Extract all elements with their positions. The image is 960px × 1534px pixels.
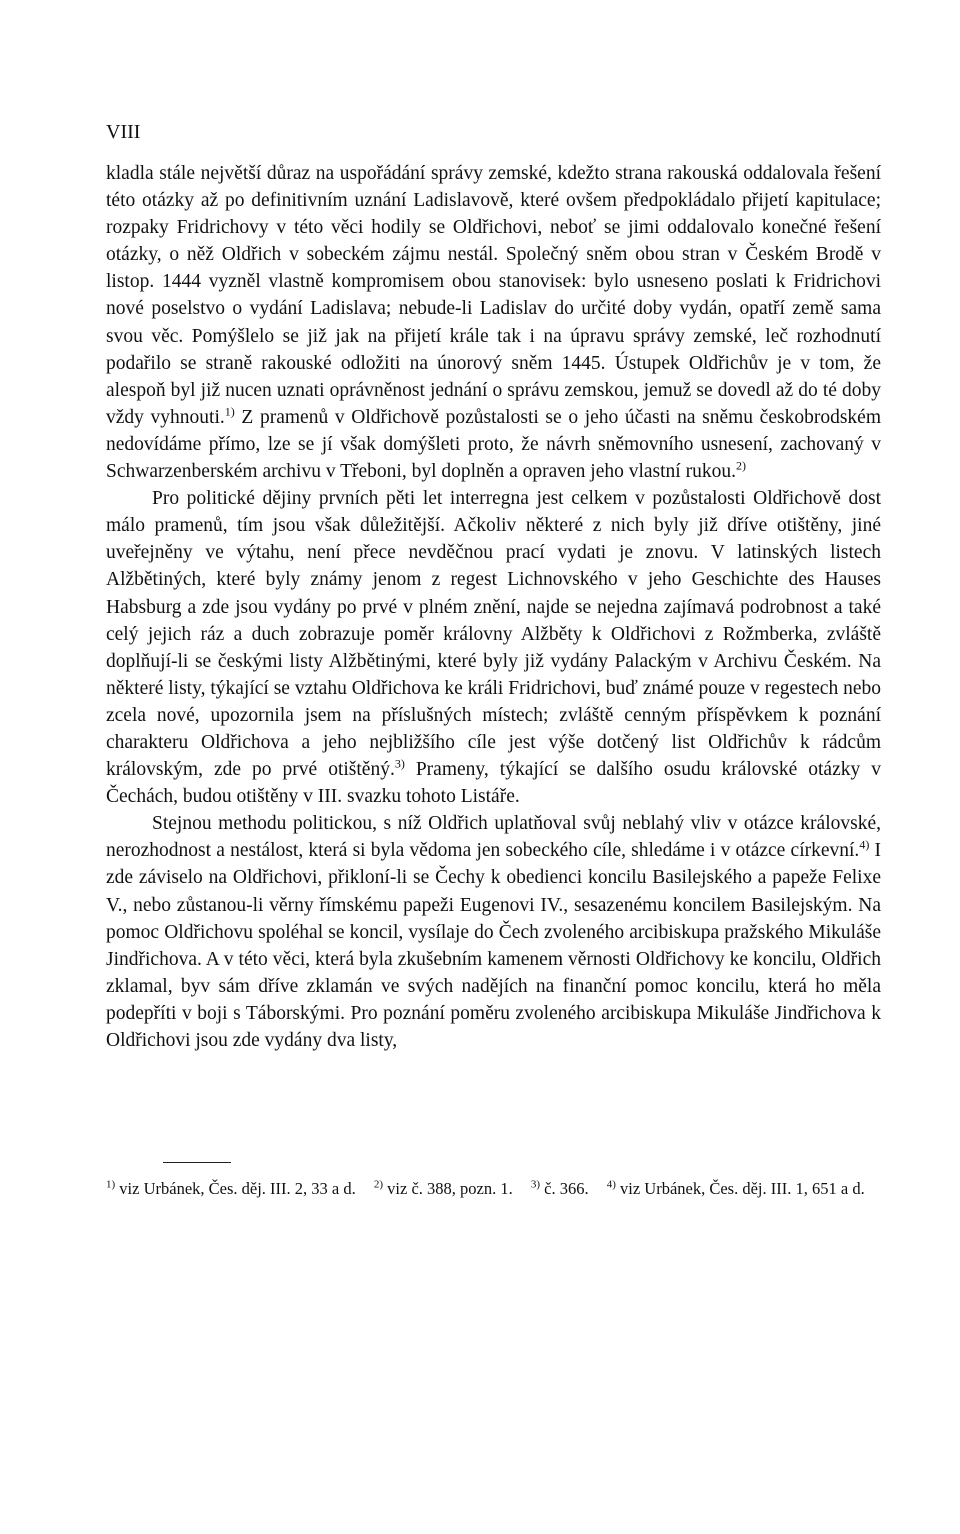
footnote-reference: 4) — [859, 837, 870, 852]
footnote-mark: 1) — [106, 1178, 116, 1191]
footnote-mark: 3) — [530, 1178, 541, 1191]
footnote-reference: 2) — [735, 458, 746, 473]
footnote-divider — [163, 1162, 231, 1163]
footnote-mark: 4) — [606, 1178, 616, 1191]
footnote-reference: 3) — [394, 756, 405, 771]
footnote-reference: 1) — [224, 404, 235, 419]
paragraph-text: Prameny, týkající se dalšího osudu královské otázky v Čechách, budou otištěny v III. svazku tohoto Listáře. — [106, 759, 882, 808]
paragraph-text: Stejnou methodu politickou, s níž Oldřich uplatňoval svůj neblahý vliv v otázce královské, nerozhodnost a nestálost, která si byla vědoma jen sobeckého cíle, shledáme i v otázce církevní. — [106, 813, 881, 862]
footnote-text: viz Urbánek, Čes. děj. III. 1, 651 a d. — [620, 1179, 865, 1198]
paragraph-text: Pro politické dějiny prvních pěti let interregna jest celkem v pozůstalosti Oldřichově dost málo pramenů, tím jsou však důležitější. Ačkoliv některé z nich byly již dříve otištěny, jiné uveřejněny ve výtahu, není přece nevděčnou prací vydati je znovu. V latinských listech Alžbětiných, které byly známy jenom z regest Lichnovského v jeho Geschichte des Hauses Habsburg a zde jsou vydány po prvé v plném znění, najde se nejedna zajímavá podrobnost a také celý jejich ráz a duch zobrazuje poměr královny Alžběty k Oldřichovi z Rožmberka, zvláště doplňují-li se českými listy Alžbětinými, které byly již vydány Palackým v Archivu Českém. Na některé listy, týkající se vztahu Oldřichova ke králi Fridrichovi, buď známé pouze v regestech nebo zcela nové, upozornila jsem na příslušných místech; zvláště cenným příspěvkem k poznání charakteru Oldřichova a jeho nejbližšího cíle jest výše dotčený list Oldřichův k rádcům královským, zde po prvé otištěný. — [106, 488, 881, 781]
footnote-text: viz č. 388, pozn. 1. — [387, 1179, 513, 1198]
footnote — [607, 1179, 865, 1198]
paragraph — [106, 485, 881, 810]
paragraph — [106, 810, 881, 1054]
paragraph — [106, 160, 881, 485]
footnote-text: č. 366. — [544, 1179, 589, 1198]
paragraph-text: Z pramenů v Oldřichově pozůstalosti se o jeho účasti na sněmu českobrodském nedovídáme přímo, lze se jí však domýšleti proto, že návrh sněmovního usnesení, zachovaný v Schwarzenberském archivu v Třeboni, byl doplněn a opraven jeho vlastní rukou. — [106, 406, 881, 483]
paragraph-text: kladla stále největší důraz na uspořádání správy zemské, kdežto strana rakouská oddalovala řešení této otázky až po definitivním uznání Ladislavově, které ovšem předpokládalo přijetí kapitulace; rozpaky Fridrichovy v této věci hodily se Oldřichovi, neboť se jimi oddalovalo konečné řešení otázky, o něž Oldřich v sobeckém zájmu nestál. Společný sněm obou stran v Českém Brodě v listop. 1444 vyzněl vlastně kompromisem obou stanovisek: bylo usneseno poslati k Fridrichovi nové poselstvo o vydání Ladislava; nebude-li Ladislav do určité doby vydán, opatří země sama svou věc. Pomýšlelo se již jak na přijetí krále tak i na úpravu správy zemské, leč rozhodnutí podařilo se straně rakouské odložiti na únorový sněm 1445. Ústupek Oldřichův je v tom, že alespoň byl již nucen uznati oprávněnost jednání o správu zemskou, jemuž se dovedl až do té doby vždy vyhnouti. — [106, 163, 881, 428]
paragraph-text: I zde záviselo na Oldřichovi, přikloní-li se Čechy k obedienci koncilu Basilejského a papeže Felixe V., nebo zůstanou-li věrny římskému papeži Eugenovi IV., sesazenému koncilem Basilejským. Na pomoc Oldřichovu spoléhal se koncil, vysílaje do Čech zvoleného arcibiskupa pražského Mikuláše Jindřichova. A v této věci, která byla zkušebním kamenem věrnosti Oldřichovy ke koncilu, Oldřich zklamal, byv sám dříve zklamán ve svých nadějích na finanční pomoc koncilu, která ho měla podepříti v boji s Táborskými. Pro poznání poměru zvoleného arcibiskupa Mikuláše Jindřichova k Oldřichovi jsou zde vydány dva listy, — [106, 840, 881, 1051]
footnote — [531, 1179, 589, 1198]
footnote — [374, 1179, 513, 1198]
footnote-text: viz Urbánek, Čes. děj. III. 2, 33 a d. — [119, 1179, 356, 1198]
footnotes — [106, 1176, 881, 1201]
footnote-mark: 2) — [373, 1178, 384, 1191]
footnote — [106, 1179, 356, 1198]
page-number: VIII — [106, 121, 141, 143]
body-text — [106, 160, 881, 1054]
